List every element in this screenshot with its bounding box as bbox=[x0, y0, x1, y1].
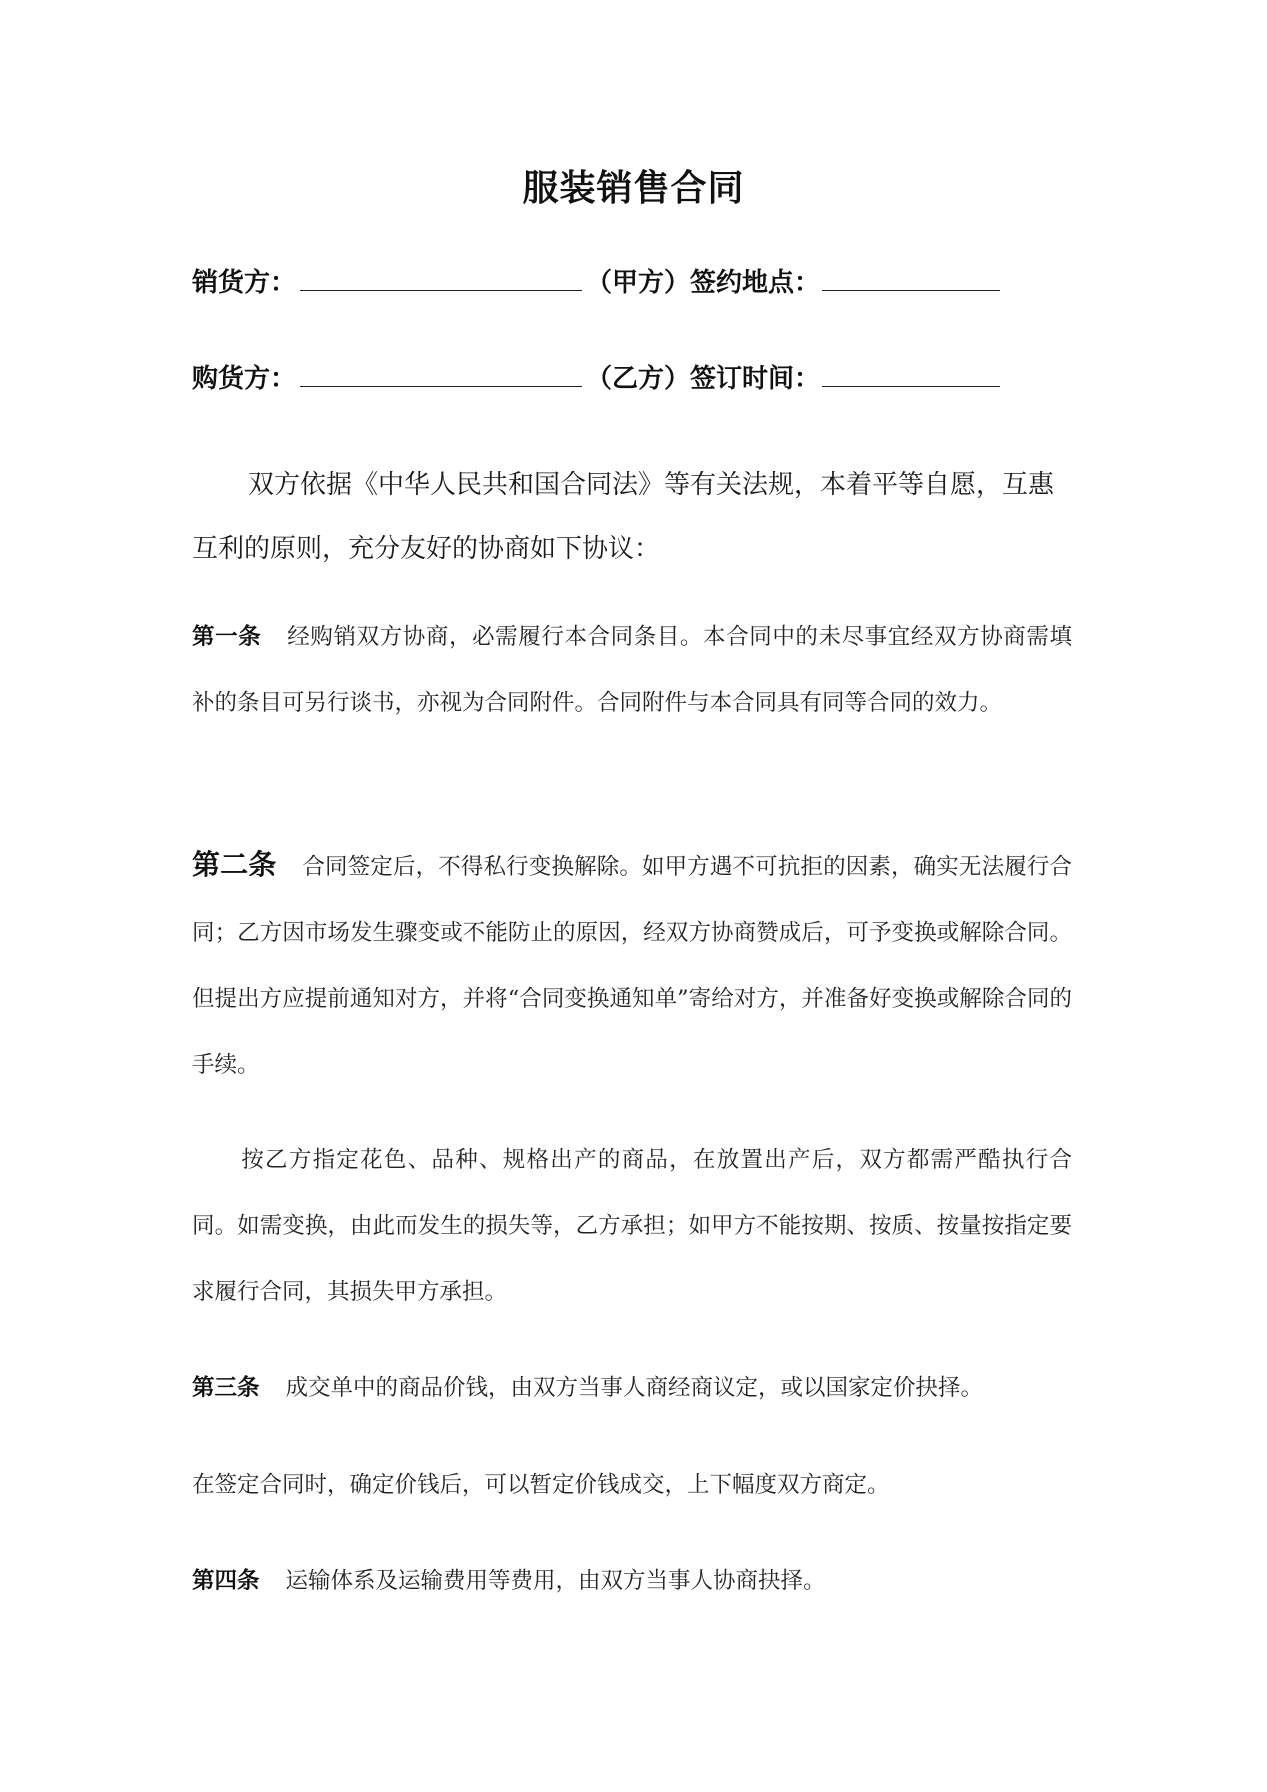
seller-label: 销货方： bbox=[192, 268, 297, 298]
article-heading: 第四条 bbox=[192, 1568, 260, 1594]
signing-place-blank bbox=[822, 268, 1000, 291]
article-heading: 第二条 bbox=[192, 848, 277, 881]
seller-role: （甲方） bbox=[586, 268, 691, 298]
article-text: 按乙方指定花色、品种、规格出产的商品，在放置出产后，双方都需严酷执行合同。如需变换，由此而发生的损失等，乙方承担；如甲方不能按期、按质、按量按指定要求履行合同，其损失甲方承担。 bbox=[192, 1147, 1072, 1305]
article-text: 在签定合同时，确定价钱后，可以暂定价钱成交，上下幅度双方商定。 bbox=[192, 1472, 890, 1498]
signing-place-label: 签约地点： bbox=[690, 268, 821, 298]
article-text: 合同签定后，不得私行变换解除。如甲方遇不可抗拒的因素，确实无法履行合同；乙方因市场发生骤变或不能防止的原因，经双方协商赞成后，可予变换或解除合同。但提出方应提前通知对方，并将“合同变换通知单”寄给对方，并准备好变换或解除合同的手续。 bbox=[192, 854, 1072, 1078]
intro-paragraph bbox=[192, 453, 1072, 581]
seller-name-blank bbox=[300, 268, 582, 291]
article-heading: 第三条 bbox=[192, 1375, 260, 1401]
article-4 bbox=[192, 1548, 1072, 1614]
buyer-line bbox=[192, 358, 1000, 395]
intro-text: 双方依据《中华人民共和国合同法》等有关法规，本着平等自愿，互惠互利的原则，充分友好的协商如下协议： bbox=[192, 470, 1055, 564]
buyer-role: （乙方） bbox=[586, 364, 691, 394]
article-3 bbox=[192, 1355, 1072, 1421]
article-2 bbox=[192, 832, 1072, 1098]
article-text: 经购销双方协商，必需履行本合同条目。本合同中的未尽事宜经双方协商需填补的条目可另行谈书，亦视为合同附件。合同附件与本合同具有同等合同的效力。 bbox=[192, 624, 1072, 716]
article-text: 成交单中的商品价钱，由双方当事人商经商议定，或以国家定价抉择。 bbox=[285, 1375, 984, 1401]
buyer-name-blank bbox=[300, 364, 582, 387]
seller-line bbox=[192, 262, 1000, 299]
article-text: 运输体系及运输费用等费用，由双方当事人协商抉择。 bbox=[285, 1568, 826, 1594]
article-2-continued bbox=[192, 1127, 1072, 1325]
buyer-label: 购货方： bbox=[192, 364, 297, 394]
document-title: 服装销售合同 bbox=[522, 168, 745, 209]
article-3-continued bbox=[192, 1452, 1072, 1518]
signing-time-blank bbox=[822, 364, 1000, 387]
article-1 bbox=[192, 604, 1072, 736]
signing-time-label: 签订时间： bbox=[690, 364, 821, 394]
article-heading: 第一条 bbox=[192, 624, 262, 650]
